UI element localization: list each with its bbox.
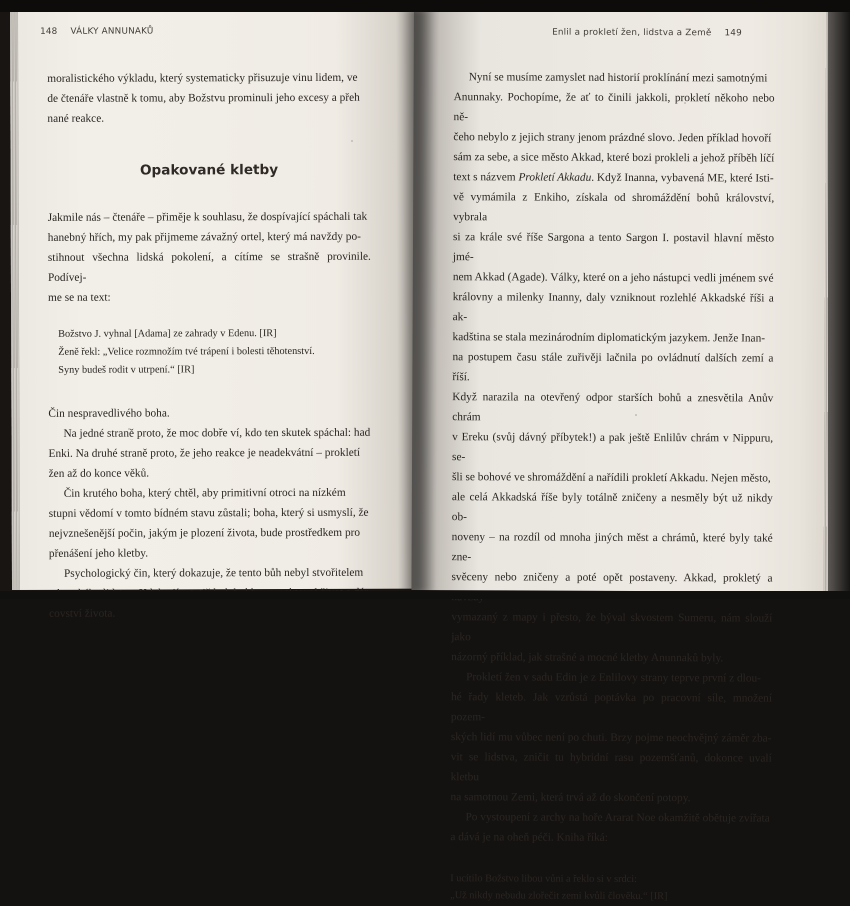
right-running-header (552, 28, 742, 39)
left-page-content (47, 68, 372, 624)
left-page-number: 148 (40, 26, 58, 37)
right-page-number: 149 (724, 28, 742, 39)
right-line-24: na samotnou Zemi, která trvá až do skončení potopy. (450, 791, 691, 805)
right-line-22: ských lidí mu vůbec není po chuti. Brzy pojme neochvějný záměr zba- (450, 731, 772, 745)
right-line-10: kadština se stala mezinárodním diplomatickým jazykem. Jenže Inan- (452, 331, 766, 345)
right-line-7: si za krále své říše Sargona a tento Sargon I. postavil hlavní město jmé- (452, 231, 775, 264)
open-book (10, 10, 834, 903)
left-intro-line-4: me se na text: (47, 291, 111, 304)
right-line-17: svěceny nebo zničeny a poté opět postaveny. Akkad, prokletý a (451, 571, 773, 585)
left-intro-line-1: Jakmile nás – čtenáře – přiměje k souhlasu, že dospívající spáchali tak (47, 210, 368, 224)
right-line-9: královny a milenky Inanny, daly vzniknout rozlehlé Akkadské říši a ak- (452, 291, 774, 324)
right-line-15: ale celá Akkadská říše byly totálně zničeny a nesměly být už nikdy ob- (451, 491, 773, 524)
right-line-16: noveny – na rozdíl od mnoha jiných měst a chrámů, které byly také zne- (451, 531, 773, 564)
dust-speck (635, 414, 637, 416)
right-page-content (450, 67, 775, 905)
prokleti-akkadu-title: Prokletí Akkadu (518, 171, 592, 184)
left-body-line-8: přenášení jeho kletby. (48, 547, 149, 560)
left-intro-line-2: hanebný hřích, my pak přijmeme závažný ortel, který má navždy po- (47, 230, 361, 244)
bottom-shadow-edge (0, 591, 850, 599)
left-quote-line-2: Ženě řekl: „Velice rozmnožím tvé trápení i bolesti těhotenství. (58, 345, 315, 358)
left-body-line-11: covství života. (49, 607, 116, 620)
right-line-3: čeho nebylo z jejich strany jenom prázdné slovo. Jeden příklad hovoří (453, 131, 772, 145)
left-body-line-4: žen až do konce věků. (48, 467, 150, 480)
dust-speck (351, 140, 353, 142)
right-line-6: vě vymámila z Enkiho, získala od shromáždění bohů království, vybrala (453, 191, 775, 224)
left-body-line-9: Psychologický čin, který dokazuje, že tento bůh nebyl stvořitelem (63, 566, 364, 580)
left-body-line-3: Enki. Na druhé straně proto, že jeho reakce je neadekvátní – prokletí (48, 446, 361, 460)
left-top-line-1: moralistického výkladu, který systematicky přisuzuje vinu lidem, ve (47, 71, 358, 85)
left-quote-line-3: Syny budeš rodit v utrpení.“ [IR] (58, 364, 195, 376)
right-page (411, 10, 834, 903)
right-line-19: názorný příklad, jak strašné a mocné kletby Anunnaků byly. (451, 651, 724, 665)
right-line-4: sám za sebe, a sice město Akkad, které bozi prokleli a jehož příběh líčí (453, 151, 775, 165)
right-quote-block (450, 870, 771, 905)
left-body-line-7: nejvznešenější počin, jakým je plození života, bude prostředkem pro (48, 526, 361, 540)
section-heading: Opakované kletby (139, 162, 279, 179)
left-body-line-2: Na jedné straně proto, že moc dobře ví, kdo ten skutek spáchal: had (63, 426, 371, 440)
left-body-line-6: stupni vědomí v tomto bídném stavu zůstali; boha, který si usmyslí, že (48, 506, 369, 520)
right-line-5 (453, 167, 774, 188)
right-line-13: v Ereku (svůj dávný příbytek!) a pak ještě Enlilův chrám v Nippuru, se- (452, 431, 774, 464)
top-shadow-edge (0, 0, 850, 12)
right-line-12: Když narazila na otevřený odpor starších bohů a znesvětila Anův chrám (452, 391, 774, 424)
left-body-line-1: Čin nespravedlivého boha. (48, 407, 170, 420)
right-line-11: na postupem času stále zuřivěji lačnila po ovládnutí dalších zemí a říší. (452, 351, 774, 384)
left-intro-line-3: stihnout všechna lidská pokolení, a cítíme se strašně provinile. Podívej- (47, 250, 371, 284)
right-line-23: vit se lidstva, zničit tu hybridní rasu pozemšťanů, dokonce uvalí kletbu (450, 751, 772, 784)
right-line-14: šli se bohové ve shromáždění a nařídili prokletí Akkadu. Nejen město, (451, 471, 771, 485)
right-line-5-suffix: . Když Inanna, vybavená ME, které Isti- (591, 171, 774, 185)
dust-speck (128, 428, 130, 430)
right-quote-line-1: I ucítilo Božstvo libou vůni a řeklo si v srdci: (450, 873, 637, 885)
book-spine-shadow (403, 10, 435, 592)
right-line-18: vymazaný z mapy i přesto, že býval skvostem Sumeru, nám slouží jako (451, 611, 773, 644)
right-line-1: Nyní se musíme zamyslet nad historií proklínání mezi samotnými (468, 71, 768, 85)
right-line-20: Prokletí žen v sadu Edin je z Enlilovy strany teprve první z dlou- (466, 671, 761, 685)
left-running-head: VÁLKY ANNUNAKŮ (70, 26, 154, 37)
right-line-2: Anunnaky. Pochopíme, že ať to činili jakkoli, prokletí někoho nebo ně- (453, 91, 775, 124)
left-top-line-3: nané reakce. (47, 112, 105, 125)
dust-speck (684, 102, 686, 104)
left-body-line-5: Čin krutého boha, který chtěl, aby primitivní otroci na nízkém (63, 486, 346, 500)
left-top-line-2: de čtenáře vlastně k tomu, aby Božstvu prominuli jeho excesy a přeh (47, 91, 360, 105)
right-quote-line-2: „Už nikdy nebudu zlořečit zemi kvůli člověku.“ [IR] (450, 890, 668, 903)
right-line-21: hé řady kleteb. Jak vzrůstá poptávka po pracovní síle, množení pozem- (450, 691, 773, 724)
right-line-26: a dává je na oheň péči. Kniha říká: (450, 831, 608, 844)
book-cover-edge (828, 0, 850, 599)
left-page (10, 9, 418, 620)
left-quote-block (58, 325, 371, 380)
right-line-8: nem Akkad (Agade). Války, které on a jeho nástupci vedli jménem své (452, 271, 774, 285)
left-quote-line-1: Božstvo J. vyhnal [Adama] ze zahrady v Edenu. [IR] (58, 328, 277, 340)
right-running-head: Enlil a prokletí žen, lidstva a Země (552, 27, 712, 39)
right-line-25: Po vystoupení z archy na hoře Ararat Noe okamžitě obětuje zvířata (465, 811, 770, 825)
left-running-header (40, 26, 153, 36)
right-line-5-prefix: text s názvem (453, 171, 519, 184)
